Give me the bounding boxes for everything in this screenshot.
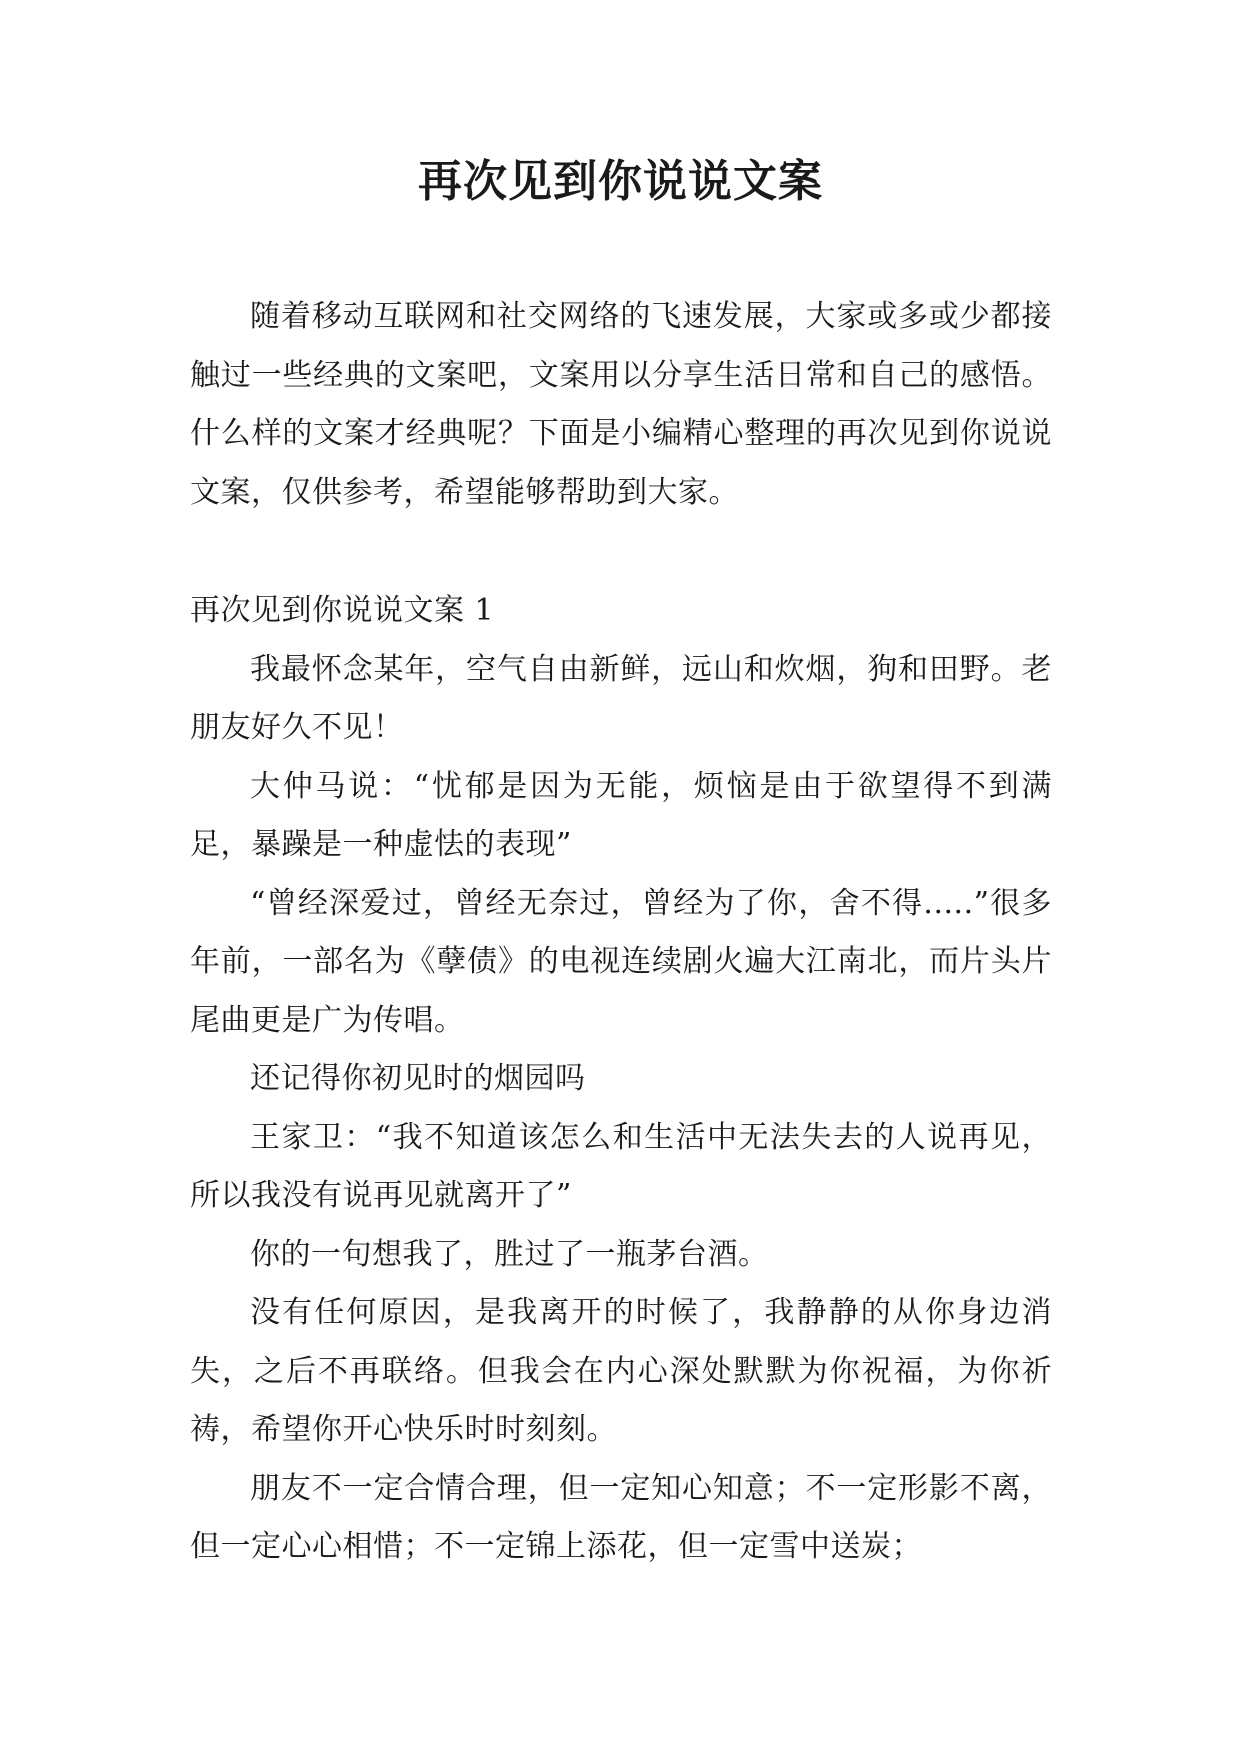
document-body [190,288,1052,1577]
document-title: 再次见到你说说文案 [418,156,823,207]
paragraph-5: 王家卫：“我不知道该怎么和生活中无法失去的人说再见，所以我没有说再见就离开了” [190,1119,1052,1213]
paragraph-6: 你的一句想我了，胜过了一瓶茅台酒。 [250,1236,769,1272]
paragraph-3: “曾经深爱过，曾经无奈过，曾经为了你，舍不得.....”很多年前，一部名为《孽债》的电视连续剧火遍大江南北，而片头片尾曲更是广为传唱。 [190,885,1052,1038]
section-title: 再次见到你说说文案 1 [190,593,495,628]
paragraph-4: 还记得你初见时的烟园吗 [250,1061,586,1096]
intro-paragraph: 随着移动互联网和社交网络的飞速发展，大家或多或少都接触过一些经典的文案吧，文案用以分享生活日常和自己的感悟。什么样的文案才经典呢？下面是小编精心整理的再次见到你说说文案，仅供参考，希望能够帮助到大家。 [190,299,1052,510]
paragraph-8: 朋友不一定合情合理，但一定知心知意；不一定形影不离，但一定心心相惜；不一定锦上添花，但一定雪中送炭； [190,1470,1052,1564]
paragraph-7: 没有任何原因，是我离开的时候了，我静静的从你身边消失，之后不再联络。但我会在内心深处默默为你祝福，为你祈祷，希望你开心快乐时时刻刻。 [190,1295,1052,1447]
paragraph-2: 大仲马说：“忧郁是因为无能，烦恼是由于欲望得不到满足，暴躁是一种虚怯的表现” [190,768,1052,862]
paragraph-1: 我最怀念某年，空气自由新鲜，远山和炊烟，狗和田野。老朋友好久不见！ [190,651,1052,745]
